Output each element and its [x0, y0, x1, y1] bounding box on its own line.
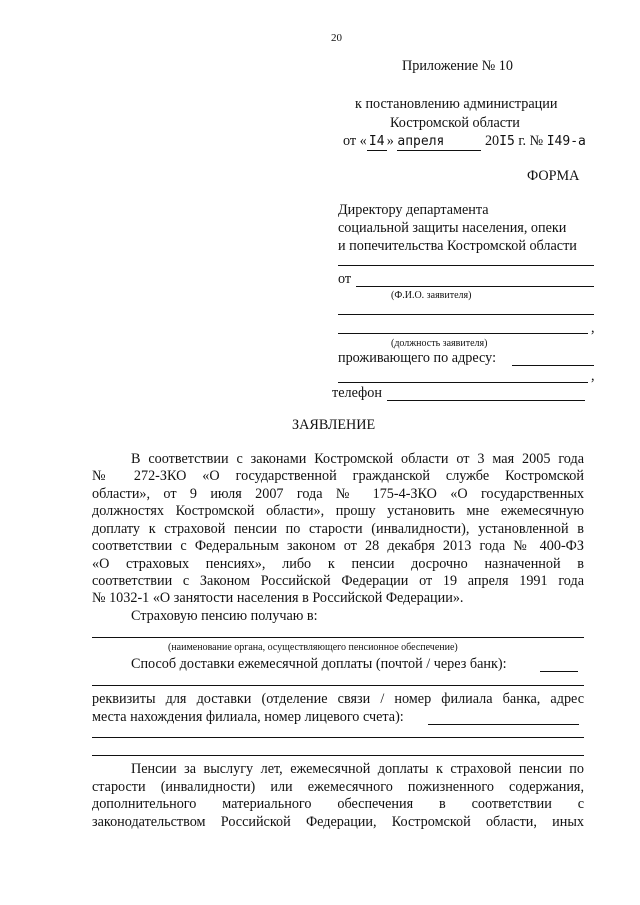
phone-field[interactable]: [387, 400, 585, 401]
date-day: I4: [367, 133, 387, 151]
delivery-method-label: Способ доставки ежемесячной доплаты (почтой / через банк):: [131, 656, 507, 672]
final-line: дополнительного материального обеспечения в соответствии с: [92, 796, 584, 812]
final-line: законодательством Российской Федерации, Костромской области, иных: [92, 814, 584, 830]
organ-caption: (наименование органа, осуществляющего пенсионное обеспечение): [168, 642, 458, 653]
body-line: области», от 9 июля 2007 года № 175-4-ЗКО «О государственных: [92, 486, 584, 502]
requisites-field-line2[interactable]: [92, 737, 584, 738]
address-field[interactable]: [512, 365, 594, 366]
statement-heading: ЗАЯВЛЕНИЕ: [292, 417, 376, 433]
appendix-date-line: [343, 133, 586, 151]
delivery-method-field[interactable]: [540, 671, 578, 672]
body-line: № 1032-1 «О занятости населения в Российской Федерации».: [92, 590, 464, 606]
body-line: соответствии с Законом Российской Федерации от 19 апреля 1991 года: [92, 573, 584, 589]
year-prefix: 20: [484, 133, 500, 149]
appendix-line1: к постановлению администрации: [355, 96, 558, 112]
date-mid: »: [386, 133, 394, 149]
body-line: «О страховых пенсиях», либо к пенсии досрочно назначенной в: [92, 556, 584, 572]
year-suffix: I5: [499, 134, 515, 149]
position-comma: ,: [591, 320, 595, 336]
address-comma: ,: [591, 368, 595, 384]
addressee-line3: и попечительства Костромской области: [338, 238, 577, 254]
addressee-line2: социальной защиты населения, опеки: [338, 220, 567, 236]
position-field-line1[interactable]: [338, 314, 594, 315]
final-line: Пенсии за выслугу лет, ежемесячной доплаты к страховой пенсии по: [131, 761, 584, 777]
body-line: соответствии с Федеральным законом от 28 декабря 2013 года № 400-ФЗ: [92, 538, 584, 554]
requisites-field-line3[interactable]: [92, 755, 584, 756]
requisites-line: реквизиты для доставки (отделение связи / номер филиала банка, адрес: [92, 691, 584, 707]
body-line: должностях Костромской области», прошу установить мне ежемесячную: [92, 503, 584, 519]
position-field-line2[interactable]: [338, 333, 588, 334]
number-prefix: г. №: [518, 133, 544, 149]
address-field-line2[interactable]: [338, 382, 588, 383]
appendix-title: Приложение № 10: [402, 58, 513, 74]
date-prefix: от «: [343, 133, 367, 149]
body-line: В соответствии с законами Костромской области от 3 мая 2005 года: [131, 451, 584, 467]
date-month: апреля: [397, 133, 481, 151]
requisites-line: места нахождения филиала, номер лицевого счета):: [92, 709, 404, 725]
fio-field[interactable]: [356, 286, 594, 287]
phone-label: телефон: [332, 385, 382, 401]
from-label: от: [338, 271, 352, 287]
pension-receiving-label: Страховую пенсию получаю в:: [131, 608, 318, 624]
addressee-blank-line[interactable]: [338, 265, 594, 266]
decree-number: I49-а: [546, 134, 586, 149]
position-caption: (должность заявителя): [391, 338, 488, 349]
pension-organ-field[interactable]: [92, 637, 584, 638]
fio-caption: (Ф.И.О. заявителя): [391, 290, 472, 301]
delivery-method-field-line2[interactable]: [92, 685, 584, 686]
final-line: старости (инвалидности) или ежемесячного пожизненного содержания,: [92, 779, 584, 795]
addressee-line1: Директору департамента: [338, 202, 489, 218]
body-line: № 272-ЗКО «О государственной гражданской службе Костромской: [92, 468, 584, 484]
form-label: ФОРМА: [527, 168, 580, 184]
appendix-line2: Костромской области: [390, 115, 520, 131]
requisites-field[interactable]: [428, 724, 579, 725]
body-line: доплату к страховой пенсии по старости (инвалидности), установленной в: [92, 521, 584, 537]
page-number: 20: [331, 32, 342, 44]
residing-label: проживающего по адресу:: [338, 350, 497, 366]
